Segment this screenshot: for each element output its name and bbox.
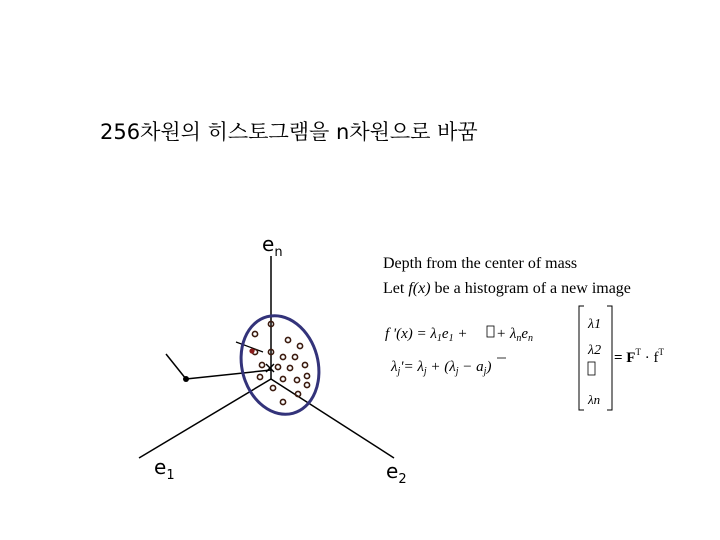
slide-title: 256차원의 히스토그램을 n차원으로 바꿈 [100,120,478,144]
axis-e2-base: e [386,459,399,483]
axis-en-sub: n [274,245,283,260]
point [304,373,309,378]
point [292,354,297,359]
eq2: $\lambda_j'= \lambda_j + (\lambda_j - a_j)$ [391,359,492,377]
axis-e1-base: e [154,455,167,479]
point [302,362,307,367]
vector-item-1: λ1 [588,317,602,332]
axis-e1-sub: 1 [166,468,175,483]
point [257,374,262,379]
description-prefix: Let [383,280,409,297]
point [295,391,300,396]
highlighted-point [249,348,254,353]
point [280,376,285,381]
vector-item-2: λ2 [588,343,602,358]
point [275,364,280,369]
point [297,343,302,348]
vector-bracket-right [607,306,612,410]
point [294,377,299,382]
axis-en-base: e [262,232,275,256]
vector-placeholder [588,362,595,375]
point [280,354,285,359]
axis-e2-line [271,379,394,458]
eq1: f '$(x) = \lambda_1e_1$ + [385,326,468,344]
data-points [252,321,309,404]
point [270,385,275,390]
projection-line-2 [166,354,186,379]
vector-bracket-left [579,306,584,410]
projected-point [183,376,189,382]
eq1-tail: + $\lambda_ne_n$ [496,326,534,344]
rhs: = $F^T \cdot f^T$ [614,347,664,366]
description-line-1: Depth from the center of mass [383,255,578,272]
equation-block [385,306,664,410]
point [252,331,257,336]
axis-e2-sub: 2 [398,472,407,487]
vector-item-n: λn [588,392,601,407]
description-fx: f(x) [408,280,431,297]
point [280,399,285,404]
point [285,337,290,342]
point [287,365,292,370]
point [259,362,264,367]
description-suffix: be a histogram of a new image [430,280,631,297]
point [304,382,309,387]
placeholder-box-1 [487,326,494,337]
